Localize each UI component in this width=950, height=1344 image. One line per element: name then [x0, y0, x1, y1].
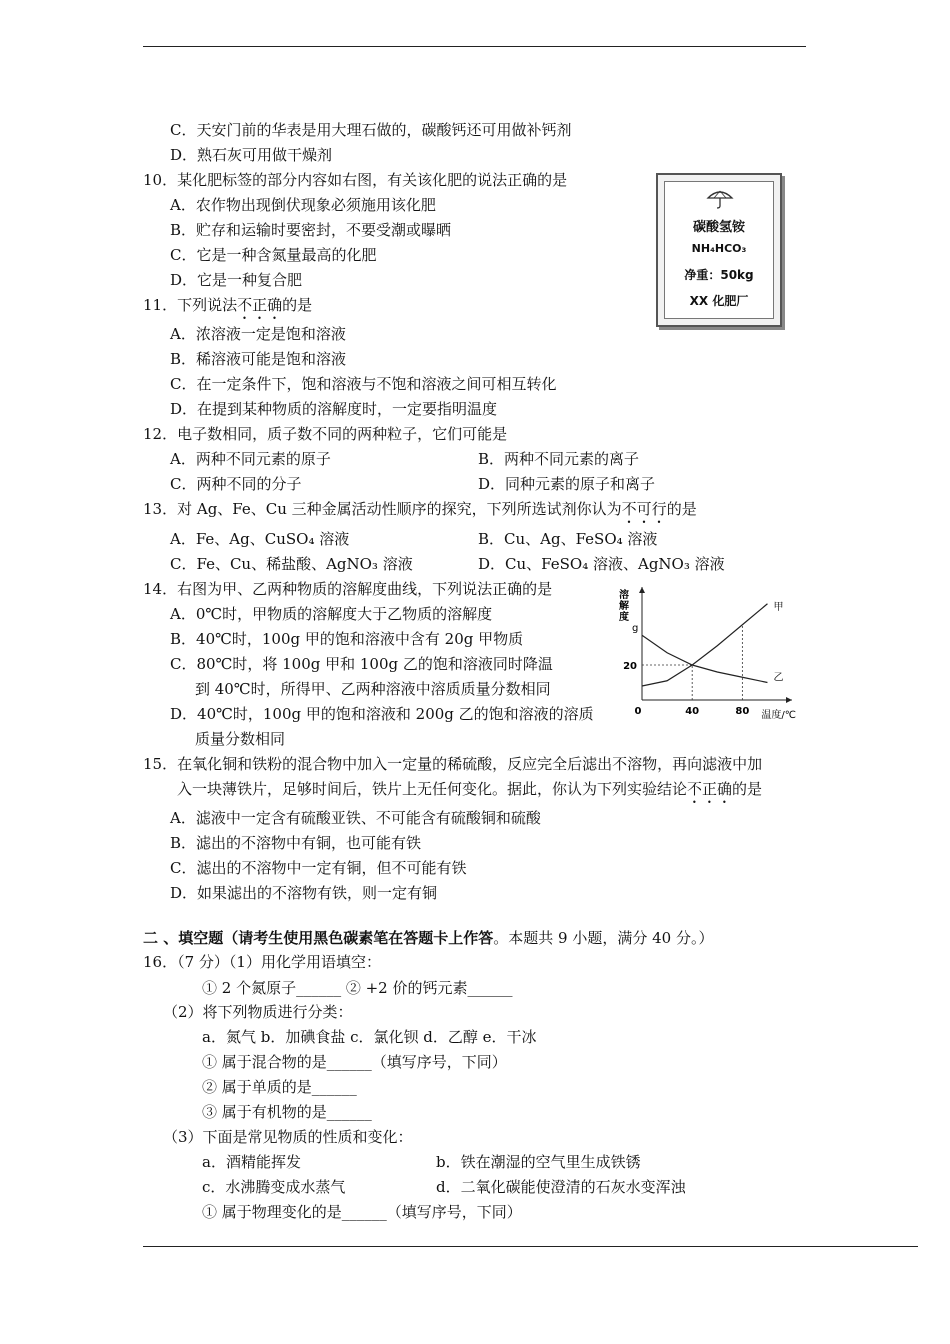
q16-part2-heading: （2）将下列物质进行分类： [163, 1003, 353, 1021]
question-10: 10．某化肥标签的部分内容如右图，有关该化肥的说法正确的是 [143, 171, 568, 189]
label-formula: NH₄HCO₃ [691, 242, 747, 255]
q14-option-c2: 到 40℃时，所得甲、乙两种溶液中溶质质量分数相同 [195, 680, 551, 698]
q11-text-post: 的是 [282, 296, 313, 314]
question-14: 14．右图为甲、乙两种物质的溶解度曲线，下列说法正确的是 [143, 580, 553, 598]
umbrella-icon [705, 187, 735, 209]
q16-part2-item2: ② 属于单质的是______ [202, 1078, 357, 1096]
q16-part3-item1: ① 属于物理变化的是______（填写序号，下同） [202, 1203, 522, 1221]
section-2-bold: 二 、填空题（请考生使用黑色碳素笔在答题卡上作答 [143, 929, 494, 947]
q13-text-post: 的是 [666, 500, 697, 518]
q13-option-a: A．Fe、Ag、CuSO₄ 溶液 [170, 530, 350, 548]
q11-option-d: D．在提到某种物质的溶解度时，一定要指明温度 [170, 400, 498, 418]
y-axis-label-char: 溶 [619, 590, 629, 601]
q12-option-c: C．两种不同的分子 [170, 475, 302, 493]
label-name: 碳酸氢铵 [692, 220, 745, 235]
q16-part3-b: b．铁在潮湿的空气里生成铁锈 [436, 1153, 641, 1171]
q16-part3-heading: （3）下面是常见物质的性质和变化： [163, 1128, 413, 1146]
question-12: 12．电子数相同，质子数不同的两种粒子，它们可能是 [143, 425, 508, 443]
x-tick-label: 0 [634, 706, 642, 717]
q11-emphasis: 不正确 [237, 296, 283, 314]
y-axis-label-unit: g [632, 623, 639, 634]
q14-option-d1: D．40℃时，100g 甲的饱和溶液和 200g 乙的饱和溶液的溶质 [170, 705, 594, 723]
x-axis-label: 温度/℃ [761, 710, 796, 721]
q16-part1: ① 2 个氮原子______ ② +2 价的钙元素______ [202, 979, 513, 997]
question-15-line2 [177, 780, 762, 807]
q13-option-b: B．Cu、Ag、FeSO₄ 溶液 [478, 530, 658, 548]
q13-option-d: D．Cu、FeSO₄ 溶液、AgNO₃ 溶液 [478, 555, 725, 573]
series-line-yi [642, 635, 767, 682]
line-c: C．天安门前的华表是用大理石做的，碳酸钙还可用做补钙剂 [170, 121, 572, 139]
q15-option-c: C．滤出的不溶物中一定有铜，但不可能有铁 [170, 859, 467, 877]
q10-option-d: D．它是一种复合肥 [170, 271, 303, 289]
series-line-jia [642, 604, 767, 686]
question-16: 16．（7 分）（1）用化学用语填空： [143, 953, 381, 971]
question-13 [143, 500, 697, 527]
q13-text-pre: 13．对 Ag、Fe、Cu 三种金属活动性顺序的探究，下列所选试剂你认为 [143, 500, 622, 518]
q14-option-a: A．0℃时，甲物质的溶解度大于乙物质的溶解度 [170, 605, 493, 623]
label-weight: 净重：50kg [684, 268, 754, 282]
y-axis-label-char: 度 [619, 612, 629, 623]
q16-part3-a: a．酒精能挥发 [202, 1153, 301, 1171]
x-tick-label: 40 [685, 706, 700, 717]
q13-option-c: C．Fe、Cu、稀盐酸、AgNO₃ 溶液 [170, 555, 413, 573]
section-2-rest: 。本题共 9 小题，满分 40 分。） [493, 929, 714, 947]
label-maker: XX 化肥厂 [689, 294, 749, 308]
q13-emphasis: 不可行 [621, 500, 667, 518]
q11-option-a: A．浓溶液一定是饱和溶液 [170, 325, 346, 343]
q15-option-b: B．滤出的不溶物中有铜，也可能有铁 [170, 834, 422, 852]
q11-option-b: B．稀溶液可能是饱和溶液 [170, 350, 347, 368]
q14-option-b: B．40℃时，100g 甲的饱和溶液中含有 20g 甲物质 [170, 630, 524, 648]
y-axis-arrow [639, 587, 645, 593]
y-axis-label-char: 解 [619, 601, 629, 612]
q16-part3-c: c．水沸腾变成水蒸气 [202, 1178, 346, 1196]
solubility-chart [618, 586, 798, 726]
q15-emphasis: 不正确 [687, 780, 733, 798]
q11-text-pre: 11．下列说法 [143, 296, 238, 314]
q14-option-d2: 质量分数相同 [195, 730, 286, 748]
x-axis-arrow [786, 697, 792, 703]
series-label-jia: 甲 [773, 601, 784, 613]
bottom-rule [143, 1246, 918, 1247]
q16-part3-d: d．二氧化碳能使澄清的石灰水变浑浊 [436, 1178, 686, 1196]
q16-part2-item1: ① 属于混合物的是______（填写序号，下同） [202, 1053, 507, 1071]
q12-option-d: D．同种元素的原子和离子 [478, 475, 656, 493]
question-11 [143, 296, 312, 323]
line-d: D．熟石灰可用做干燥剂 [170, 146, 333, 164]
q12-option-a: A．两种不同元素的原子 [170, 450, 331, 468]
q15-option-d: D．如果滤出的不溶物有铁，则一定有铜 [170, 884, 438, 902]
q14-option-c1: C．80℃时，将 100g 甲和 100g 乙的饱和溶液同时降温 [170, 655, 553, 673]
q10-option-b: B．贮存和运输时要密封，不要受潮或曝晒 [170, 221, 452, 239]
q10-option-c: C．它是一种含氮量最高的化肥 [170, 246, 377, 264]
question-15-line1: 15．在氧化铜和铁粉的混合物中加入一定量的稀硫酸，反应完全后滤出不溶物，再向滤液中加 [143, 755, 763, 773]
section-2-heading [143, 929, 713, 947]
q15-text-pre: 入一块薄铁片，足够时间后，铁片上无任何变化。据此，你认为下列实验结论 [177, 780, 688, 798]
q11-option-c: C．在一定条件下，饱和溶液与不饱和溶液之间可相互转化 [170, 375, 557, 393]
fertilizer-label [656, 173, 782, 327]
q15-option-a: A．滤液中一定含有硫酸亚铁、不可能含有硫酸铜和硫酸 [170, 809, 541, 827]
q15-text-post: 的是 [732, 780, 763, 798]
series-label-yi: 乙 [773, 672, 784, 684]
q10-option-a: A．农作物出现倒伏现象必须施用该化肥 [170, 196, 436, 214]
x-tick-label: 80 [735, 706, 750, 717]
q16-part2-options: a．氮气 b．加碘食盐 c．氯化钡 d．乙醇 e．干冰 [202, 1028, 537, 1046]
q12-option-b: B．两种不同元素的离子 [478, 450, 640, 468]
y-tick-label: 20 [623, 661, 637, 672]
q16-part2-item3: ③ 属于有机物的是______ [202, 1103, 372, 1121]
top-rule [143, 46, 806, 47]
